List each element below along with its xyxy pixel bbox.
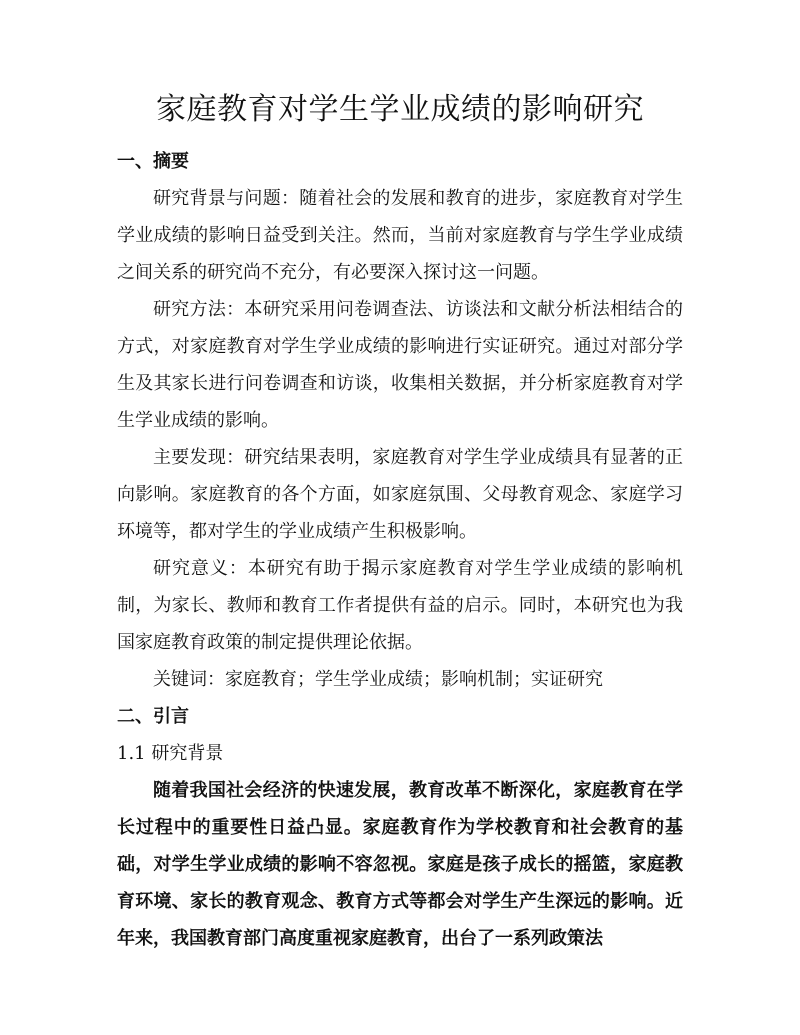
document-title: 家庭教育对学生学业成绩的影响研究 — [156, 92, 644, 127]
research-background-subheading: 1.1 研究背景 — [117, 743, 224, 764]
keywords-line: 关键词：家庭教育；学生学业成绩；影响机制；实证研究 — [153, 669, 603, 690]
abstract-findings-paragraph: 主要发现：研究结果表明，家庭教育对学生学业成绩具有显著的正向影响。家庭教育的各个方面，如家庭氛围、父母教育观念、家庭学习环境等，都对学生的学业成绩产生积极影响。 — [117, 447, 683, 542]
introduction-heading: 二、引言 — [117, 706, 189, 727]
research-background-paragraph: 随着我国社会经济的快速发展，教育改革不断深化，家庭教育在学长过程中的重要性日益凸显。家庭教育作为学校教育和社会教育的基础，对学生学业成绩的影响不容忽视。家庭是孩子成长的摇篮，家庭教育环境、家长的教育观念、教育方式等都会对学生产生深远的影响。近年来，我国教育部门高度重视家庭教育，出台了一系列政策法 — [117, 780, 683, 949]
document-body — [117, 143, 683, 957]
abstract-method-paragraph: 研究方法：本研究采用问卷调查法、访谈法和文献分析法相结合的方式，对家庭教育对学生学业成绩的影响进行实证研究。通过对部分学生及其家长进行问卷调查和访谈，收集相关数据，并分析家庭教育对学生学业成绩的影响。 — [117, 299, 683, 431]
abstract-background-paragraph: 研究背景与问题：随着社会的发展和教育的进步，家庭教育对学生学业成绩的影响日益受到关注。然而，当前对家庭教育与学生学业成绩之间关系的研究尚不充分，有必要深入探讨这一问题。 — [117, 188, 683, 283]
abstract-significance-paragraph: 研究意义：本研究有助于揭示家庭教育对学生学业成绩的影响机制，为家长、教师和教育工作者提供有益的启示。同时，本研究也为我国家庭教育政策的制定提供理论依据。 — [117, 558, 683, 653]
abstract-heading: 一、摘要 — [117, 151, 189, 172]
